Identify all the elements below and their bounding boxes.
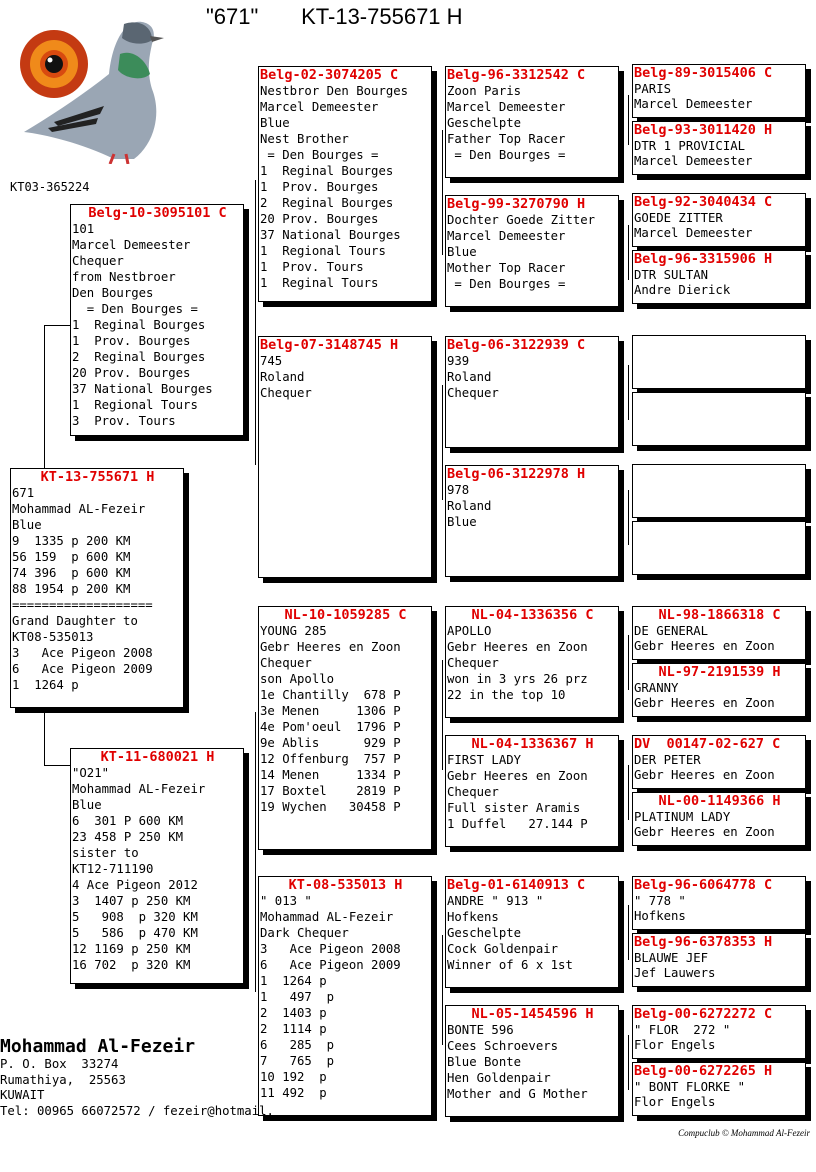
subject-card[interactable] [10,468,184,708]
card-line: Hofkens [447,910,499,924]
great-grandparent-card[interactable] [445,606,619,718]
card-line: 6 Ace Pigeon 2009 [12,662,153,676]
card-line: Mother and G Mother [447,1087,588,1101]
card-line: 2 1114 p [260,1022,327,1036]
card-line: 10 192 p [260,1070,327,1084]
address-line: KUWAIT [0,1088,45,1102]
grandparent-card[interactable] [258,336,432,578]
card-line: = Den Bourges = [447,277,566,291]
card-line: 88 1954 p 200 KM [12,582,131,596]
card-line: Blue [12,518,42,532]
ring-number: Belg-01-6140913 C [447,877,586,893]
credit-text: Compuclub © Mohammad Al-Fezeir [678,1128,810,1138]
pigeon-photo [14,14,174,164]
great-grandparent-card[interactable] [445,66,619,178]
card-line: Marcel Demeester [634,154,753,168]
card-line: Marcel Demeester [447,100,566,114]
card-line: KT12-711190 [72,862,154,876]
ring-number: KT-11-680021 H [100,749,215,765]
card-line: 3 Prov. Tours [72,414,176,428]
card-line: Roland [447,370,492,384]
great-grandparent-card[interactable] [445,876,619,988]
card-line: 1 Reginal Tours [260,276,379,290]
card-line: DTR SULTAN [634,268,709,282]
card-line: GOEDE ZITTER [634,211,723,225]
ring-number: Belg-02-3074205 C [260,67,399,83]
card-line: Flor Engels [634,1038,716,1052]
card-line: Chequer [447,785,499,799]
connector-line [442,385,443,500]
card-line: 20 Prov. Bourges [260,212,379,226]
card-line: BONTE 596 [447,1023,514,1037]
ring-number: Belg-89-3015406 C [634,65,773,81]
ring-number: Belg-96-3312542 C [447,67,586,83]
card-line: 4e Pom'oeul 1796 P [260,720,401,734]
connector-line [628,635,629,690]
card-line: Flor Engels [634,1095,716,1109]
card-line: Zoon Paris [447,84,522,98]
ring-number: NL-97-2191539 H [658,664,781,680]
card-line: from Nestbroer [72,270,176,284]
card-line: Marcel Demeester [260,100,379,114]
card-line: 6 285 p [260,1038,335,1052]
card-line: 1 Regional Tours [72,398,198,412]
card-line: Blue Bonte [447,1055,522,1069]
card-line: 671 [12,486,35,500]
card-line: Gebr Heeres en Zoon [634,639,775,653]
ancestor-card[interactable] [632,250,806,304]
card-line: Roland [447,499,492,513]
card-line: " FLOR 272 " [634,1023,731,1037]
card-line: won in 3 yrs 26 prz [447,672,588,686]
connector-line [442,130,443,255]
card-line: 5 908 p 320 KM [72,910,198,924]
ancestor-card-empty[interactable] [632,464,806,518]
owner-name: Mohammad Al-Fezeir [0,1036,196,1057]
card-line: 3 1407 p 250 KM [72,894,191,908]
card-line: 1 Reginal Bourges [260,164,394,178]
card-line: 745 [260,354,283,368]
card-line: Grand Daughter to [12,614,138,628]
card-line: Blue [72,798,102,812]
ancestor-card[interactable] [632,1062,806,1116]
card-line: PARIS [634,82,672,96]
card-line: PLATINUM LADY [634,810,731,824]
card-line: DER PETER [634,753,701,767]
card-line: Geschelpte [447,926,522,940]
card-line: " 778 " [634,894,686,908]
card-line: 101 [72,222,95,236]
card-line: 1 Prov. Tours [260,260,364,274]
ring-number: Belg-06-3122939 C [447,337,586,353]
card-line: 2 Reginal Bourges [260,196,394,210]
card-line: 978 [447,483,470,497]
card-line: ANDRE " 913 " [447,894,544,908]
card-line: Nest Brother [260,132,349,146]
ring-number: KT-08-535013 H [288,877,403,893]
card-line: Mohammad AL-Fezeir [12,502,146,516]
ring-number: NL-98-1866318 C [658,607,781,623]
card-line: Andre Dierick [634,283,731,297]
connector-line [44,325,70,326]
card-line: 12 Offenburg 757 P [260,752,401,766]
ring-label: KT03-365224 [10,180,90,194]
card-line: Chequer [260,656,312,670]
ring-number: NL-04-1336367 H [471,736,594,752]
ancestor-card[interactable] [632,606,806,660]
ring-number: Belg-96-6064778 C [634,877,773,893]
ancestor-card[interactable] [632,792,806,846]
card-line: Gebr Heeres en Zoon [634,696,775,710]
ring-number: NL-10-1059285 C [284,607,407,623]
card-line: Gebr Heeres en Zoon [634,768,775,782]
card-line: Father Top Racer [447,132,566,146]
ring-number: Belg-96-6378353 H [634,934,773,950]
card-line: 19 Wychen 30458 P [260,800,401,814]
card-line: Cees Schroevers [447,1039,559,1053]
ancestor-card-empty[interactable] [632,521,806,575]
ring-number: NL-04-1336356 C [471,607,594,623]
card-line: 9 1335 p 200 KM [12,534,131,548]
connector-line [628,365,629,420]
card-line: Gebr Heeres en Zoon [447,769,588,783]
card-line: sister to [72,846,139,860]
ring-number: Belg-06-3122978 H [447,466,586,482]
card-line: 4 Ace Pigeon 2012 [72,878,198,892]
card-line: Nestbror Den Bourges [260,84,409,98]
card-line: YOUNG 285 [260,624,327,638]
card-line: 1 Regional Tours [260,244,386,258]
card-line: 1 497 p [260,990,335,1004]
address-line: Rumathiya, 25563 [0,1072,126,1087]
ancestor-card-empty[interactable] [632,392,806,446]
card-line: 37 National Bourges [72,382,213,396]
card-line: 37 National Bourges [260,228,401,242]
ring-number: Belg-10-3095101 C [88,205,227,221]
card-line: 5 586 p 470 KM [72,926,198,940]
card-line: Marcel Demeester [447,229,566,243]
connector-line [628,225,629,280]
ring-number: Belg-00-6272272 C [634,1006,773,1022]
card-line: 2 1403 p [260,1006,327,1020]
connector-line [628,765,629,820]
card-line: Den Bourges [72,286,154,300]
ancestor-card[interactable] [632,735,806,789]
card-line: 17 Boxtel 2819 P [260,784,401,798]
card-line: FIRST LADY [447,753,522,767]
card-line: Hen Goldenpair [447,1071,551,1085]
card-line: 16 702 p 320 KM [72,958,191,972]
great-grandparent-card[interactable] [445,1005,619,1117]
card-line: Mohammad AL-Fezeir [72,782,206,796]
address-line: P. O. Box 33274 [0,1057,119,1071]
ring-number: Belg-07-3148745 H [260,337,399,353]
card-line: Chequer [260,386,312,400]
page-title: "671" KT-13-755671 H [206,4,463,29]
grandparent-card[interactable] [258,876,432,1116]
card-line: 1e Chantilly 678 P [260,688,401,702]
card-line: 9e Ablis 929 P [260,736,401,750]
card-line: Gebr Heeres en Zoon [260,640,401,654]
card-line: Mohammad AL-Fezeir [260,910,394,924]
card-line: =================== [12,598,153,612]
ancestor-card[interactable] [632,1005,806,1059]
card-line: Cock Goldenpair [447,942,559,956]
card-line: = Den Bourges = [260,148,379,162]
ring-number: KT-13-755671 H [40,469,155,485]
card-line: Hofkens [634,909,686,923]
card-line: Geschelpte [447,116,522,130]
card-line: 56 159 p 600 KM [12,550,131,564]
ring-number: Belg-96-3315906 H [634,251,773,267]
card-line: Blue [260,116,290,130]
card-line: 3 Ace Pigeon 2008 [12,646,153,660]
card-line: Gebr Heeres en Zoon [634,825,775,839]
ancestor-card[interactable] [632,876,806,930]
ancestor-card[interactable] [632,663,806,717]
connector-line [442,935,443,1045]
card-line: Roland [260,370,305,384]
card-line: Chequer [447,386,499,400]
card-line: 939 [447,354,470,368]
card-line: Mother Top Racer [447,261,566,275]
card-line: 1 Duffel 27.144 P [447,817,588,831]
great-grandparent-card[interactable] [445,735,619,847]
card-line: Jef Lauwers [634,966,716,980]
card-line: 22 in the top 10 [447,688,566,702]
card-line: Dark Chequer [260,926,349,940]
card-line: 14 Menen 1334 P [260,768,401,782]
card-line: Blue [447,245,477,259]
card-line: 6 Ace Pigeon 2009 [260,958,401,972]
card-line: DE GENERAL [634,624,709,638]
card-line: Marcel Demeester [634,97,753,111]
card-line: 1 Reginal Bourges [72,318,206,332]
card-line: Winner of 6 x 1st [447,958,573,972]
sire-card[interactable] [70,204,244,436]
great-grandparent-card[interactable] [445,465,619,577]
connector-line [44,765,70,766]
card-line: " 013 " [260,894,312,908]
connector-line [255,712,256,992]
card-line: 23 458 P 250 KM [72,830,184,844]
connector-line [628,905,629,960]
card-line: Marcel Demeester [72,238,191,252]
connector-line [442,660,443,770]
card-line: Gebr Heeres en Zoon [447,640,588,654]
ring-number: Belg-92-3040434 C [634,194,773,210]
ring-number: Belg-00-6272265 H [634,1063,773,1079]
card-line: 3e Menen 1306 P [260,704,401,718]
ring-number: Belg-93-3011420 H [634,122,773,138]
ring-number: DV 00147-02-627 C [634,736,781,752]
card-line: Marcel Demeester [634,226,753,240]
card-line: 1 Prov. Bourges [260,180,379,194]
card-line: 2 Reginal Bourges [72,350,206,364]
contact-line: Tel: 00965 66072572 / fezeir@hotmail. [0,1103,274,1118]
ancestor-card[interactable] [632,193,806,247]
card-line: 20 Prov. Bourges [72,366,191,380]
ancestor-card[interactable] [632,933,806,987]
card-line: 74 396 p 600 KM [12,566,131,580]
connector-line [628,1035,629,1090]
card-line: 1 1264 p [260,974,327,988]
ancestor-card-empty[interactable] [632,335,806,389]
card-line: " BONT FLORKE " [634,1080,746,1094]
connector-line [255,180,256,465]
connector-line [628,490,629,545]
card-line: Chequer [72,254,124,268]
card-line: APOLLO [447,624,492,638]
dam-card[interactable] [70,748,244,984]
card-line: "O21" [72,766,110,780]
card-line: Chequer [447,656,499,670]
card-line: son Apollo [260,672,335,686]
ring-number: NL-00-1149366 H [658,793,781,809]
card-line: 1 1264 p [12,678,79,692]
owner-block [0,1036,274,1119]
card-line: Full sister Aramis [447,801,581,815]
card-line: Blue [447,515,477,529]
card-line: 11 492 p [260,1086,327,1100]
card-line: DTR 1 PROVICIAL [634,139,746,153]
great-grandparent-card[interactable] [445,336,619,448]
great-grandparent-card[interactable] [445,195,619,307]
card-line: GRANNY [634,681,679,695]
grandparent-card[interactable] [258,606,432,850]
grandparent-card[interactable] [258,66,432,302]
card-line: 3 Ace Pigeon 2008 [260,942,401,956]
card-line: 12 1169 p 250 KM [72,942,191,956]
card-line: Dochter Goede Zitter [447,213,596,227]
card-line: 1 Prov. Bourges [72,334,191,348]
card-line: = Den Bourges = [72,302,198,316]
card-line: 7 765 p [260,1054,335,1068]
card-line: BLAUWE JEF [634,951,709,965]
ring-number: NL-05-1454596 H [471,1006,594,1022]
connector-line [628,95,629,145]
card-line: 6 301 P 600 KM [72,814,184,828]
ancestor-card[interactable] [632,64,806,118]
ring-number: Belg-99-3270790 H [447,196,586,212]
ancestor-card[interactable] [632,121,806,175]
card-line: = Den Bourges = [447,148,566,162]
card-line: KT08-535013 [12,630,94,644]
